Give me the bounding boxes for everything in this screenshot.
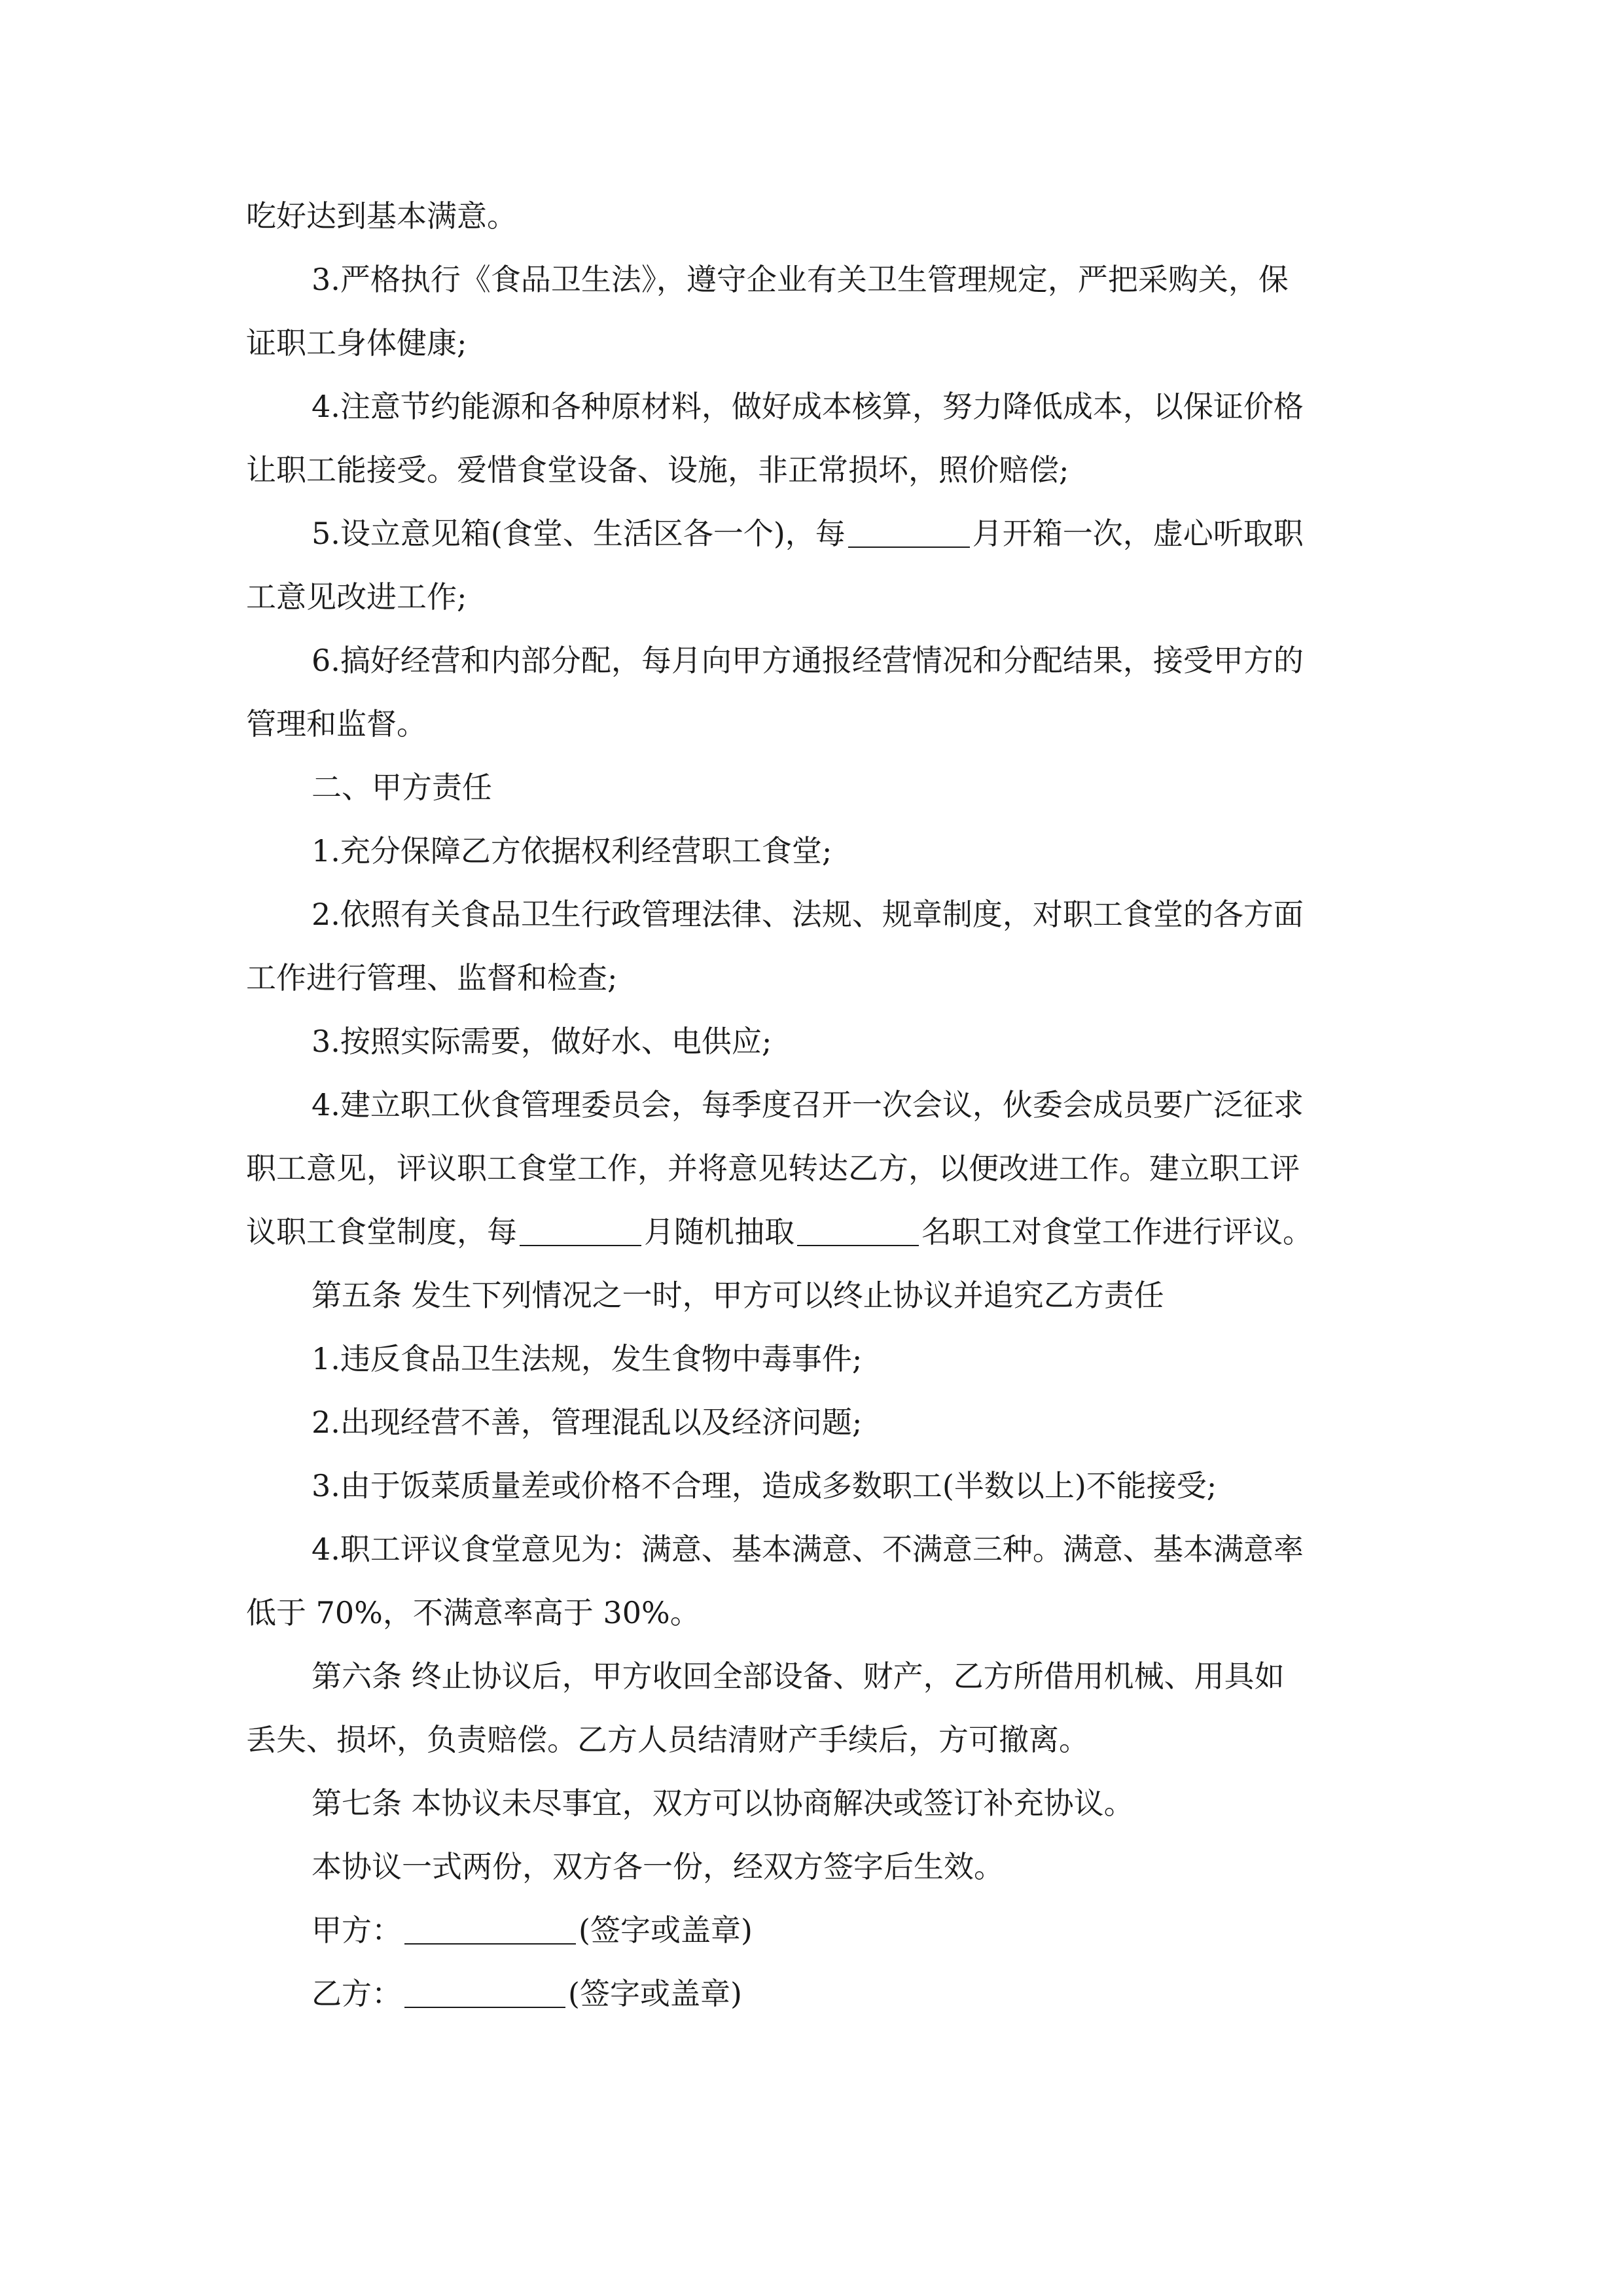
signature-note: (签字或盖章): [579, 1912, 753, 1948]
text-line: 让职工能接受。爱惜食堂设备、设施，非正常损坏，照价赔偿;: [246, 452, 1069, 488]
text-line: 第七条 本协议未尽事宜，双方可以协商解决或签订补充协议。: [312, 1785, 1134, 1821]
fill-in-blank[interactable]: [797, 1219, 919, 1246]
text-line: 2.依照有关食品卫生行政管理法律、法规、规章制度，对职工食堂的各方面: [312, 897, 1304, 932]
text-segment: 议职工食堂制度，每: [246, 1214, 517, 1249]
text-line: 2.出现经营不善，管理混乱以及经济问题;: [312, 1405, 863, 1440]
fill-in-blank[interactable]: [520, 1219, 641, 1246]
text-line: 4.建立职工伙食管理委员会，每季度召开一次会议，伙委会成员要广泛征求: [312, 1087, 1304, 1122]
text-segment: 名职工对食堂工作进行评议。: [921, 1214, 1313, 1249]
party-a-signature-blank[interactable]: [404, 1917, 576, 1945]
party-a-label: 甲方：: [312, 1912, 402, 1948]
text-line: 4.职工评议食堂意见为：满意、基本满意、不满意三种。满意、基本满意率: [312, 1532, 1304, 1567]
text-line: 本协议一式两份，双方各一份，经双方签字后生效。: [312, 1849, 1004, 1884]
text-line: 1.充分保障乙方依据权利经营职工食堂;: [312, 833, 832, 869]
text-line: 第六条 终止协议后，甲方收回全部设备、财产，乙方所借用机械、用具如: [312, 1659, 1285, 1694]
text-segment: 月开箱一次，虚心听取职: [972, 516, 1304, 551]
fill-in-blank[interactable]: [848, 520, 970, 548]
party-b-signature-blank[interactable]: [404, 1981, 565, 2008]
text-line: [246, 1212, 1313, 1251]
signature-line-party-b: [312, 1974, 742, 2013]
text-line: 工意见改进工作;: [246, 579, 467, 615]
text-line: 低于 70%，不满意率高于 30%。: [246, 1595, 700, 1630]
section-heading: 二、甲方责任: [312, 770, 492, 805]
text-line: 职工意见，评议职工食堂工作，并将意见转达乙方，以便改进工作。建立职工评: [246, 1151, 1300, 1186]
signature-note: (签字或盖章): [568, 1976, 742, 2011]
text-line: 6.搞好经营和内部分配，每月向甲方通报经营情况和分配结果，接受甲方的: [312, 643, 1304, 678]
article-heading: 第五条 发生下列情况之一时，甲方可以终止协议并追究乙方责任: [312, 1278, 1164, 1313]
text-line: 3.由于饭菜质量差或价格不合理，造成多数职工(半数以上)不能接受;: [312, 1468, 1217, 1503]
text-segment: 5.设立意见箱(食堂、生活区各一个)，每: [312, 516, 846, 551]
text-line: 1.违反食品卫生法规，发生食物中毒事件;: [312, 1341, 863, 1376]
party-b-label: 乙方：: [312, 1976, 402, 2011]
text-line: 吃好达到基本满意。: [246, 198, 517, 234]
text-line: 丢失、损坏，负责赔偿。乙方人员结清财产手续后，方可撤离。: [246, 1722, 1089, 1757]
signature-line-party-a: [312, 1910, 753, 1950]
text-segment: 月随机抽取: [644, 1214, 794, 1249]
text-line: 证职工身体健康;: [246, 325, 467, 361]
text-line: 工作进行管理、监督和检查;: [246, 960, 618, 996]
text-line: 3.按照实际需要，做好水、电供应;: [312, 1024, 772, 1059]
text-line: 3.严格执行《食品卫生法》，遵守企业有关卫生管理规定，严把采购关，保: [312, 262, 1289, 297]
text-line: 4.注意节约能源和各种原材料，做好成本核算，努力降低成本，以保证价格: [312, 389, 1304, 424]
text-line: [312, 514, 1304, 553]
text-line: 管理和监督。: [246, 706, 427, 742]
